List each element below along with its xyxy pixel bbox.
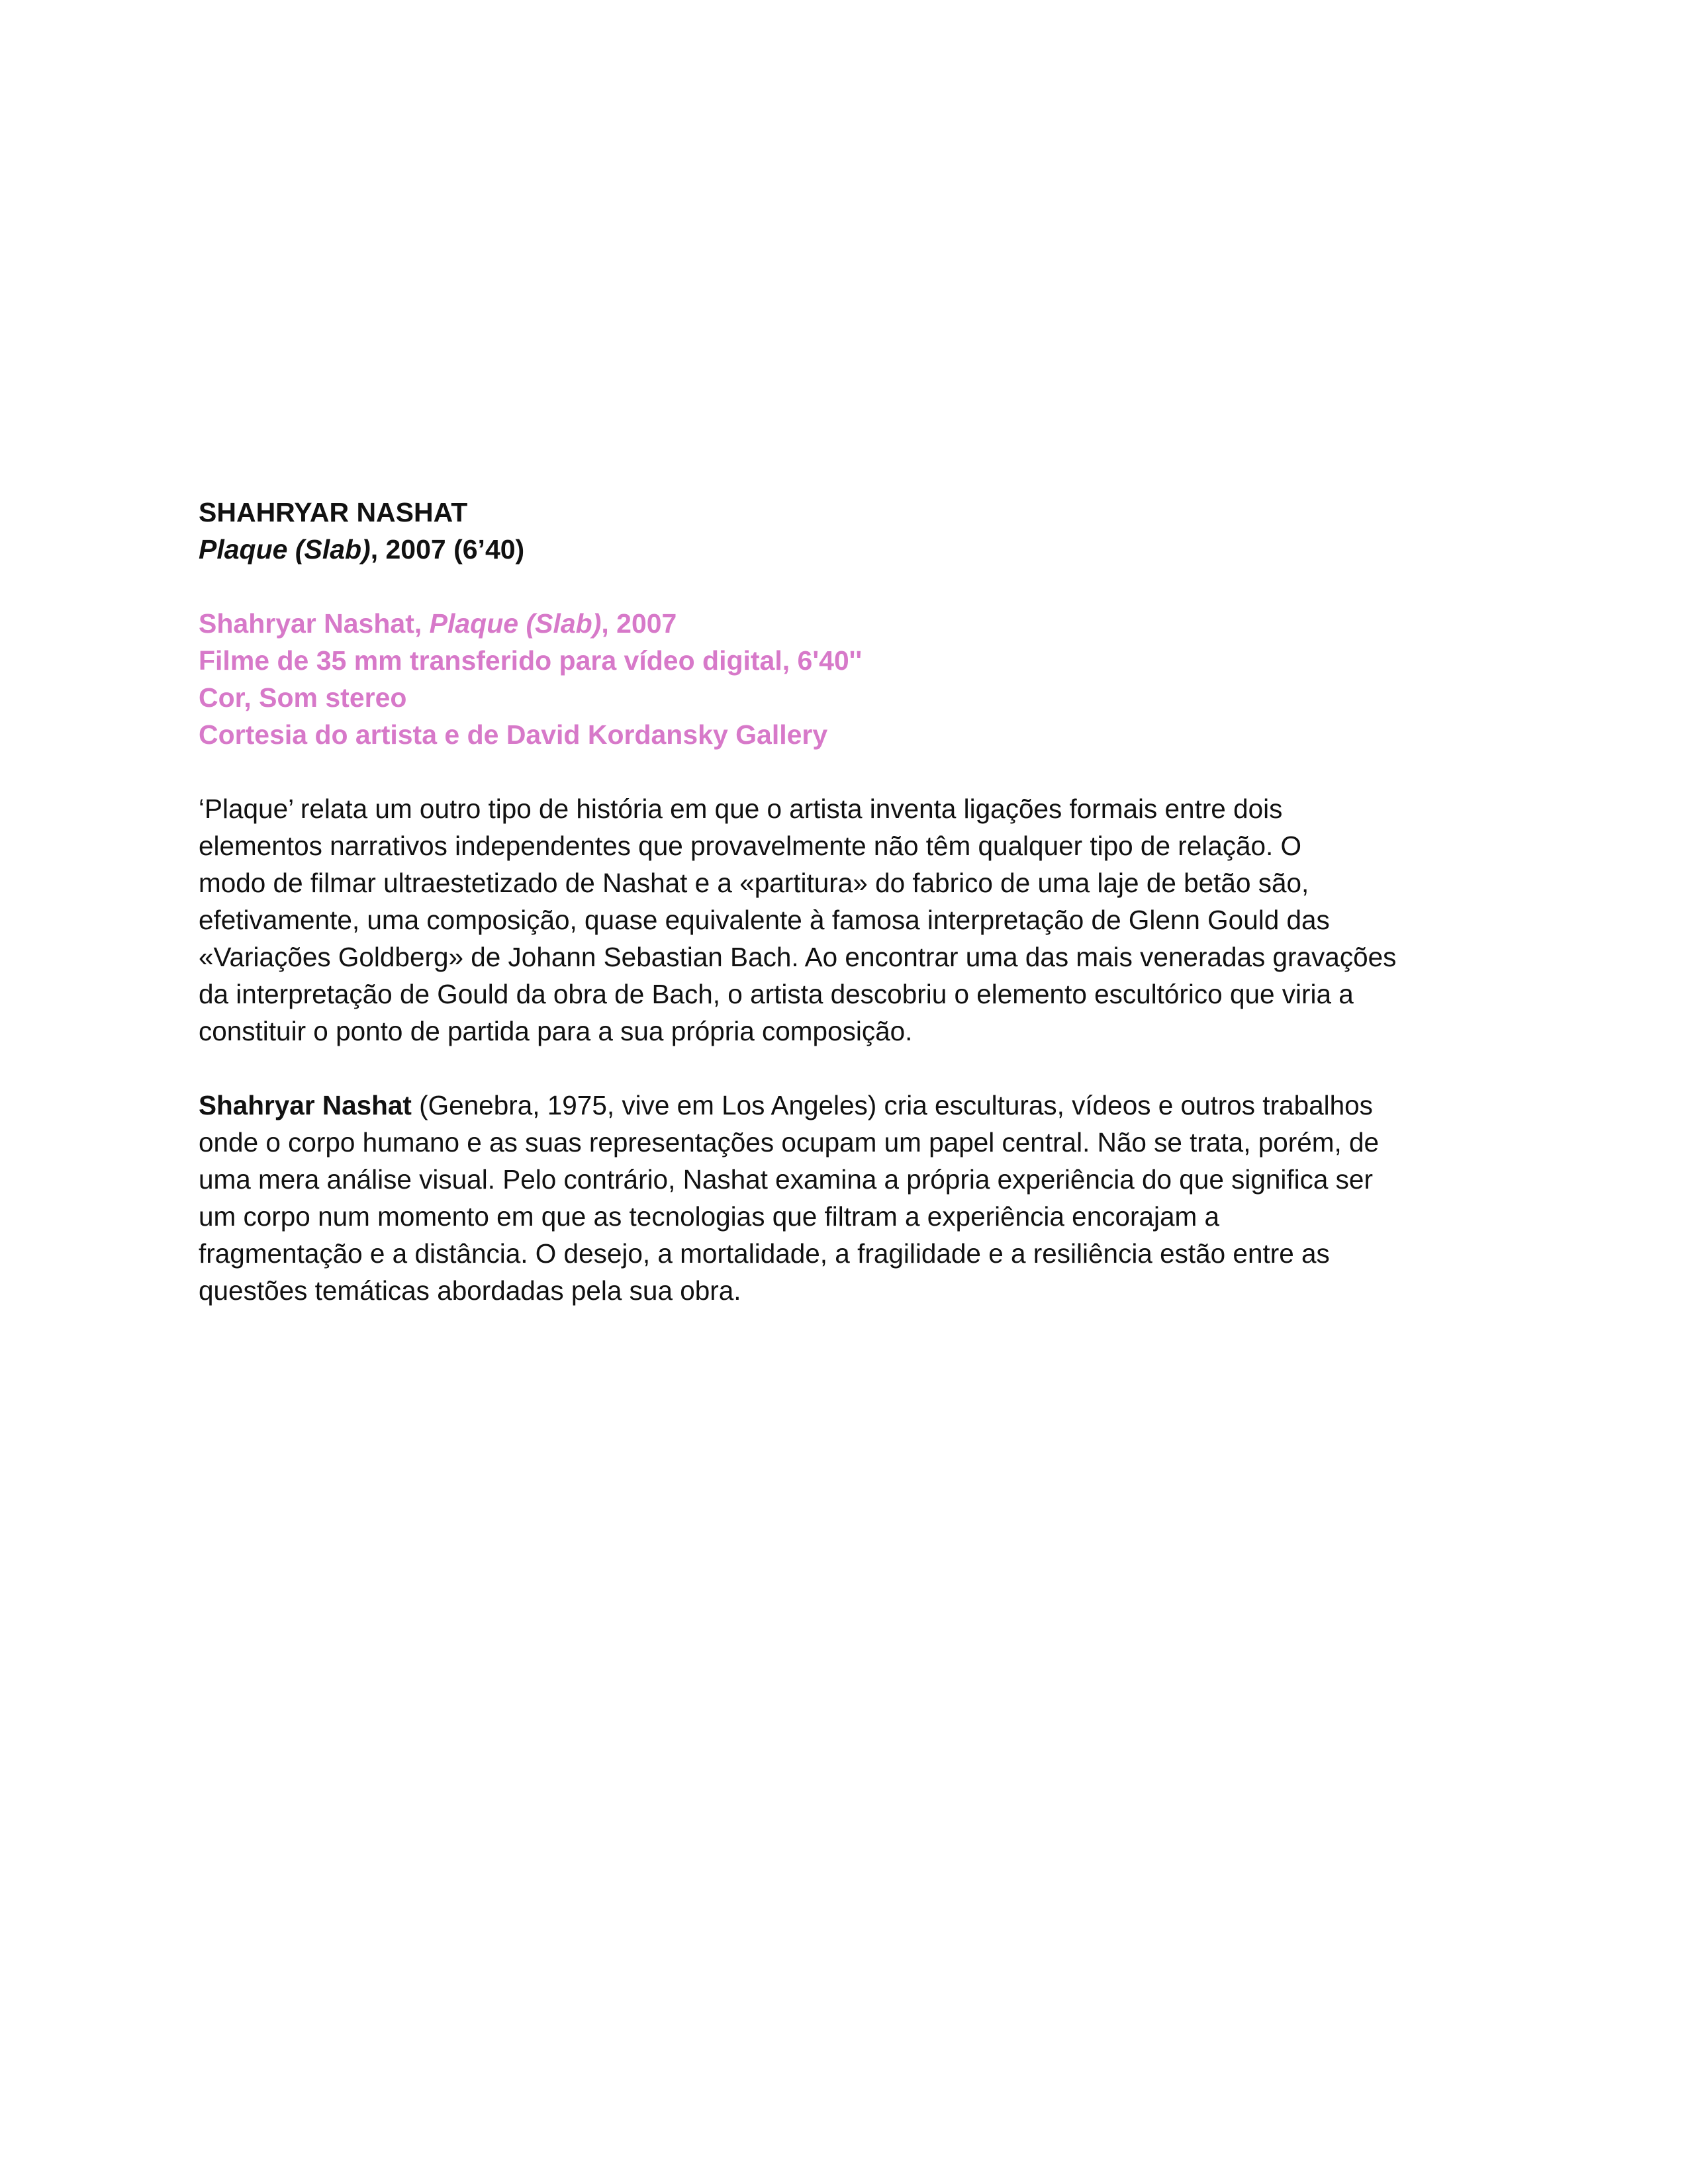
work-title-line — [199, 531, 1496, 568]
work-meta: , 2007 (6’40) — [370, 534, 525, 565]
credits-artist: Shahryar Nashat, — [199, 608, 430, 639]
credits-medium: Filme de 35 mm transferido para vídeo digital, 6'40'' — [199, 645, 863, 676]
biography-line: fragmentação e a distância. O desejo, a mortalidade, a fragilidade e a resiliência estão entre as — [199, 1238, 1330, 1269]
description-line: efetivamente, uma composição, quase equivalente à famosa interpretação de Glenn Gould das — [199, 905, 1330, 935]
credits-courtesy: Cortesia do artista e de David Kordansky Gallery — [199, 719, 828, 750]
biography-name: Shahryar Nashat — [199, 1090, 412, 1120]
description-line: constituir o ponto de partida para a sua própria composição. — [199, 1016, 913, 1046]
credits-title: Plaque (Slab) — [429, 608, 602, 639]
credits-block — [199, 605, 1496, 753]
description-line: modo de filmar ultraestetizado de Nashat e a «partitura» do fabrico de uma laje de betão são, — [199, 868, 1309, 898]
description-line: «Variações Goldberg» de Johann Sebastian Bach. Ao encontrar uma das mais veneradas gravações — [199, 942, 1397, 972]
description-paragraph — [199, 790, 1496, 1050]
credits-year: , 2007 — [601, 608, 677, 639]
document-content — [199, 494, 1496, 1309]
biography-line: questões temáticas abordadas pela sua obra. — [199, 1275, 741, 1306]
biography-line: uma mera análise visual. Pelo contrário, Nashat examina a própria experiência do que significa ser — [199, 1164, 1373, 1195]
credits-color-sound: Cor, Som stereo — [199, 682, 407, 713]
biography-line: onde o corpo humano e as suas representações ocupam um papel central. Não se trata, porém, de — [199, 1127, 1380, 1158]
credits-title-line — [199, 605, 1496, 642]
biography-line: um corpo num momento em que as tecnologias que filtram a experiência encorajam a — [199, 1201, 1220, 1232]
biography-first-line-text: (Genebra, 1975, vive em Los Angeles) cria esculturas, vídeos e outros trabalhos — [411, 1090, 1373, 1120]
description-line: ‘Plaque’ relata um outro tipo de história em que o artista inventa ligações formais entre dois — [199, 794, 1283, 824]
description-line: da interpretação de Gould da obra de Bach, o artista descobriu o elemento escultórico que viria a — [199, 979, 1354, 1009]
artist-name-heading: SHAHRYAR NASHAT — [199, 497, 468, 527]
description-line: elementos narrativos independentes que provavelmente não têm qualquer tipo de relação. O — [199, 831, 1302, 861]
work-title: Plaque (Slab) — [199, 534, 371, 565]
biography-paragraph — [199, 1087, 1496, 1309]
biography-first-line — [199, 1087, 1496, 1124]
